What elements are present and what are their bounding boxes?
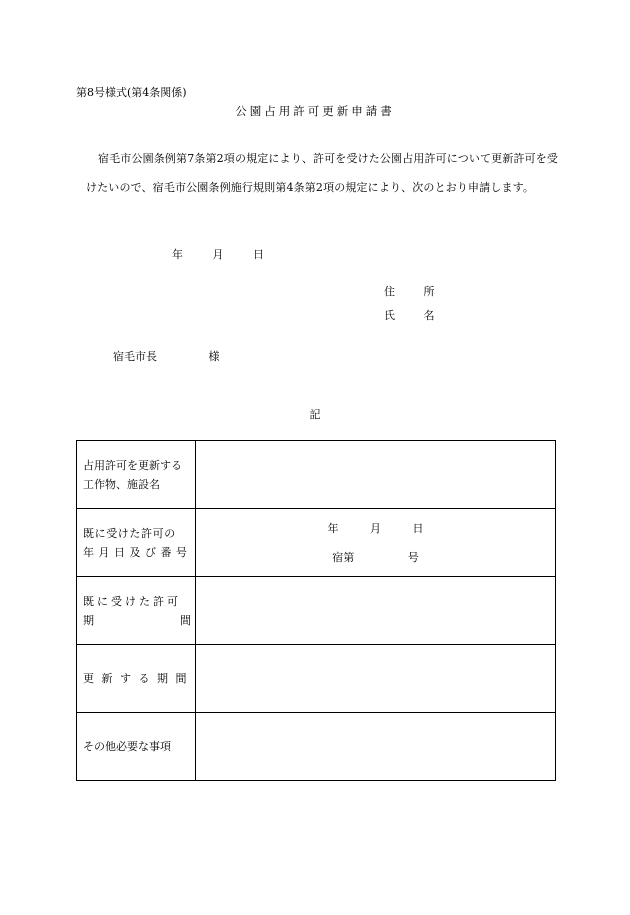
- label-other-matters: その他必要な事項: [77, 713, 196, 781]
- permit-year-label: 年: [327, 521, 339, 535]
- value-renewal-period[interactable]: [196, 645, 556, 713]
- permit-month-label: 月: [370, 521, 381, 535]
- applicant-name-row: [384, 307, 435, 323]
- addressee-name: 宿毛市長: [113, 350, 157, 363]
- date-month-label: 月: [212, 248, 224, 261]
- permit-number-suffix: 号: [407, 550, 419, 564]
- application-date: [172, 246, 264, 262]
- ki-heading: 記: [309, 408, 321, 421]
- value-previous-permit-period[interactable]: [196, 577, 556, 645]
- table-row: [77, 441, 556, 509]
- address-label-2: 所: [423, 285, 435, 298]
- label-facility-name: 占用許可を更新する工作物、施設名: [77, 441, 196, 509]
- value-facility-name[interactable]: [196, 441, 556, 509]
- applicant-address-row: [384, 283, 435, 299]
- name-label-1: 氏: [384, 309, 395, 322]
- addressee-honorific: 様: [208, 350, 220, 363]
- address-label-1: 住: [384, 285, 395, 298]
- addressee: [113, 348, 220, 364]
- document-title: 公園占用許可更新申請書: [235, 104, 395, 118]
- permit-number-prefix: 宿第: [332, 550, 355, 564]
- value-previous-permit-date-number[interactable]: [196, 509, 556, 577]
- date-year-label: 年: [172, 248, 183, 261]
- label-previous-permit-date-number: 既に受けた許可の 年月日及び番号: [77, 509, 196, 577]
- table-row: [77, 577, 556, 645]
- table-row: [77, 645, 556, 713]
- label-renewal-period: 更新する期間: [77, 645, 196, 713]
- application-statement: 宿毛市公園条例第7条第2項の規定により、許可を受けた公園占用許可について更新許可を受けたいので、宿毛市公園条例施行規則第4条第2項の規定により、次のとおり申請します。: [86, 152, 559, 194]
- label-previous-permit-period: 既に受けた許可 期 間: [77, 577, 196, 645]
- name-label-2: 名: [423, 309, 435, 322]
- date-day-label: 日: [253, 248, 264, 261]
- record-table: [76, 440, 556, 781]
- form-number: 第8号様式(第4条関係): [76, 86, 187, 99]
- table-row: [77, 509, 556, 577]
- table-row: [77, 713, 556, 781]
- permit-day-label: 日: [412, 521, 424, 535]
- value-other-matters[interactable]: [196, 713, 556, 781]
